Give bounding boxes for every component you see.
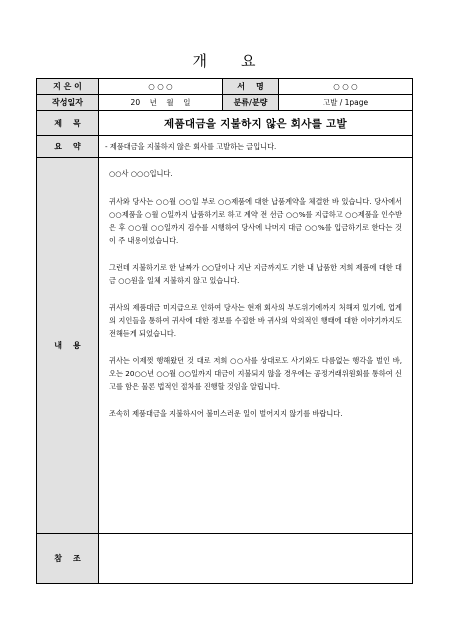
content-cell (99, 158, 413, 534)
content-body (99, 158, 412, 420)
content-paragraph: 그런데 지불하기로 한 날짜가 ○○달이나 지난 지금까지도 기한 내 납품한 저희 제품에 대한 대금 ○○원을 일체 지불하지 않고 있습니다. (109, 263, 402, 285)
content-paragraph: 귀사는 이제껏 행해왔던 것 대로 저희 ○○사를 상대로도 사기와도 다름없는 행각을 벌인 바, 오는 20○○년 ○○월 ○○일까지 대금이 지불되지 않을 경우에는 공정거래위원회를 통하여 신고를 함은 물론 법적인 절차를 진행할 것임을 알립니다. (109, 356, 402, 391)
overview-table (36, 78, 413, 584)
summary-label: 요 약 (37, 136, 99, 158)
summary-text: - 제품대금을 지불하지 않은 회사를 고발하는 글입니다. (99, 136, 413, 158)
date-label: 작성일자 (37, 95, 99, 111)
date-value: 20 년 월 일 (99, 95, 223, 111)
signature-value: ○ ○ ○ (279, 79, 413, 95)
content-paragraph: ○○사 ○○○입니다. (109, 169, 173, 178)
content-paragraph: 귀사의 제품대금 미지급으로 인하여 당사는 현재 회사의 부도위기에까지 처해져 있기에, 업계의 지인들을 통하여 귀사에 대한 정보를 수집한 바 귀사의 악의적인 행태에 대한 이야기까지도 전해듣게 되었습니다. (109, 303, 402, 338)
overview-form (36, 78, 412, 584)
content-paragraph: 조속히 제품대금을 지불하시어 불미스러운 일이 벌어지지 않기를 바랍니다. (109, 409, 343, 418)
signature-label: 서 명 (223, 79, 279, 95)
reference-label: 참 조 (37, 534, 99, 584)
subject-text: 제품대금을 지불하지 않은 회사를 고발 (99, 111, 413, 136)
document-title (0, 50, 450, 71)
category-value: 고발 / 1page (279, 95, 413, 111)
reference-text (99, 534, 413, 584)
author-label: 지 은 이 (37, 79, 99, 95)
title-char-1: 개 (192, 52, 209, 70)
title-char-2: 요 (241, 52, 258, 70)
category-label: 분류/분량 (223, 95, 279, 111)
content-label: 내 용 (37, 158, 99, 534)
content-paragraph: 귀사와 당사는 ○○월 ○○일 부로 ○○제품에 대한 납품계약을 체결한 바 있습니다. 당사에서 ○○제품을 ○월 ○일까지 납품하기로 하고 계약 전 선금 ○○%를 지급하고 ○○제품을 인수받은 후 ○○월 ○○일까지 검수를 시행하여 당사에 나머지 대금 ○○%를 입금하기로 한다는 것이 주 내용이었습니다. (109, 197, 402, 245)
author-value: ○ ○ ○ (99, 79, 223, 95)
subject-label: 제 목 (37, 111, 99, 136)
